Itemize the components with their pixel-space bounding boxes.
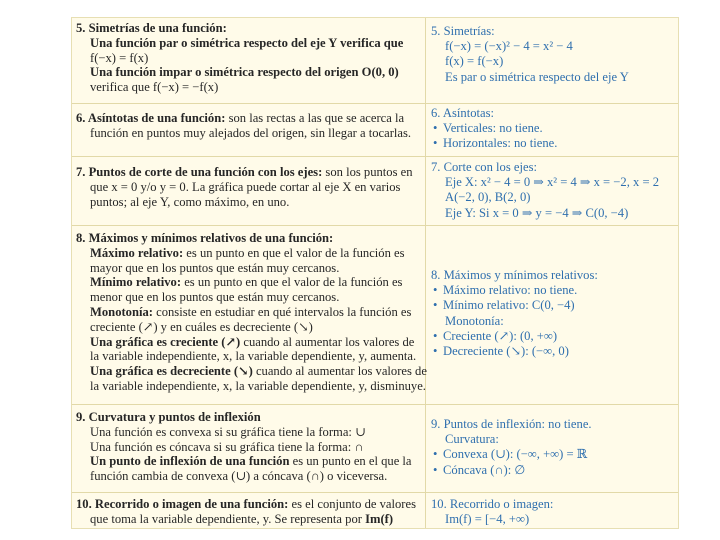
bullet-item: • Verticales: no tiene.: [431, 121, 676, 136]
solution-line: Im(f) = [−4, +∞): [445, 512, 530, 527]
section-title: 5. Simetrías:: [431, 24, 495, 38]
row-divider: [72, 103, 678, 104]
theory-extrema: [76, 231, 427, 394]
section-text: Una función es convexa si su gráfica tiene la forma: ∪: [90, 424, 366, 439]
solution-line: Es par o simétrica respecto del eje Y: [445, 69, 629, 84]
bullet-item: • Mínimo relativo: C(0, −4): [431, 298, 676, 313]
theory-range: [76, 497, 420, 527]
solution-line: A(−2, 0), B(2, 0): [445, 190, 531, 205]
section-title: 7. Puntos de corte de una función con los ejes:: [76, 165, 323, 179]
row-divider: [72, 492, 678, 493]
even-function-definition: Una función par o simétrica respecto del eje Y verifica que: [90, 35, 404, 50]
bullet-item: • Decreciente (↘): (−∞, 0): [431, 344, 676, 359]
solution-asymptotes: [431, 106, 676, 152]
section-text: es un punto en el que la: [289, 454, 412, 469]
section-title: 5. Simetrías de una función:: [76, 21, 227, 35]
section-title: 7. Corte con los ejes:: [431, 160, 537, 174]
even-function-formula: f(−x) = f(x): [90, 50, 149, 65]
section-text: cuando al aumentar los valores de: [240, 334, 415, 349]
solution-line: f(x) = f(−x): [445, 54, 504, 69]
section-title: 8. Máximos y mínimos relativos de una función:: [76, 231, 334, 245]
section-title: 8. Máximos y mínimos relativos:: [431, 268, 598, 282]
section-text: la variable independiente, x, la variable dependiente, y, disminuye.: [90, 378, 426, 393]
term-label: Un punto de inflexión de una función: [90, 454, 290, 469]
term-label: Una gráfica es creciente (↗): [90, 334, 241, 349]
solution-line: Monotonía:: [445, 313, 504, 328]
solution-axis-intercepts: [431, 160, 676, 221]
column-divider: [425, 18, 426, 528]
term-label: Im(f): [365, 511, 394, 526]
row-divider: [72, 404, 678, 405]
solution-curvature: [431, 417, 676, 478]
section-title: 6. Asíntotas de una función:: [76, 111, 226, 125]
section-title: 10. Recorrido o imagen:: [431, 497, 554, 511]
bullet-item: • Horizontales: no tiene.: [431, 136, 676, 151]
section-text: son las rectas a las que se acerca la: [225, 111, 405, 125]
section-title: 9. Curvatura y puntos de inflexión: [76, 410, 261, 424]
row-divider: [72, 156, 678, 157]
odd-function-formula: verifica que f(−x) = −f(x): [90, 80, 219, 95]
section-text: menor que en los puntos que están muy cercanos.: [90, 290, 340, 305]
solution-extrema: [431, 268, 676, 359]
term-label: Monotonía:: [90, 304, 153, 319]
bullet-item: • Máximo relativo: no tiene.: [431, 283, 676, 298]
section-text: cuando al aumentar los valores de: [252, 364, 427, 379]
theory-asymptotes: [76, 111, 420, 141]
solution-table: [71, 17, 679, 529]
section-text: que toma la variable dependiente, y. Se representa por: [90, 511, 366, 526]
section-text: puntos; al eje Y, como máximo, en uno.: [90, 194, 290, 209]
section-text: es un punto en que el valor de la función es: [183, 245, 405, 260]
theory-axis-intercepts: [76, 165, 420, 209]
section-text: función cambia de convexa (∪) a cóncava (∩) o viceversa.: [90, 469, 388, 484]
section-text: función en puntos muy alejados del origen, sin llegar a tocarlas.: [90, 125, 412, 140]
section-text: son los puntos en: [322, 165, 413, 179]
section-text: que x = 0 y/o y = 0. La gráfica puede cortar al eje X en varios: [90, 179, 401, 194]
row-divider: [72, 225, 678, 226]
solution-line: f(−x) = (−x)² − 4 = x² − 4: [445, 39, 573, 54]
bullet-item: • Creciente (↗): (0, +∞): [431, 329, 676, 344]
section-title: 9. Puntos de inflexión: no tiene.: [431, 417, 592, 431]
theory-curvature: [76, 410, 420, 484]
solution-range: [431, 497, 676, 527]
solution-line: Curvatura:: [445, 432, 499, 447]
bullet-item: • Convexa (∪): (−∞, +∞) = ℝ: [431, 447, 676, 462]
solution-line: Eje X: x² − 4 = 0 ⇒ x² = 4 ⇒ x = −2, x = 2: [445, 175, 659, 190]
section-text: la variable independiente, x, la variable dependiente, y, aumenta.: [90, 349, 417, 364]
term-label: Máximo relativo:: [90, 245, 184, 260]
solution-symmetry: [431, 24, 676, 85]
odd-function-definition: Una función impar o simétrica respecto del origen O(0, 0): [90, 65, 399, 80]
term-label: Mínimo relativo:: [90, 275, 182, 290]
bullet-item: • Cóncava (∩): ∅: [431, 463, 676, 478]
section-text: es un punto en que el valor de la función es: [181, 275, 403, 290]
term-label: Una gráfica es decreciente (↘): [90, 364, 253, 379]
solution-line: Eje Y: Si x = 0 ⇒ y = −4 ⇒ C(0, −4): [445, 205, 629, 220]
section-text: mayor que en los puntos que están muy cercanos.: [90, 260, 340, 275]
section-title: 10. Recorrido o imagen de una función:: [76, 497, 289, 511]
section-text: consiste en estudiar en qué intervalos la función es: [152, 304, 412, 319]
section-text: Una función es cóncava si su gráfica tiene la forma: ∩: [90, 439, 364, 454]
section-text: es el conjunto de valores: [288, 497, 416, 511]
theory-symmetry: [76, 21, 420, 95]
section-title: 6. Asíntotas:: [431, 106, 494, 120]
section-text: creciente (↗) y en cuáles es decreciente (↘): [90, 319, 313, 334]
